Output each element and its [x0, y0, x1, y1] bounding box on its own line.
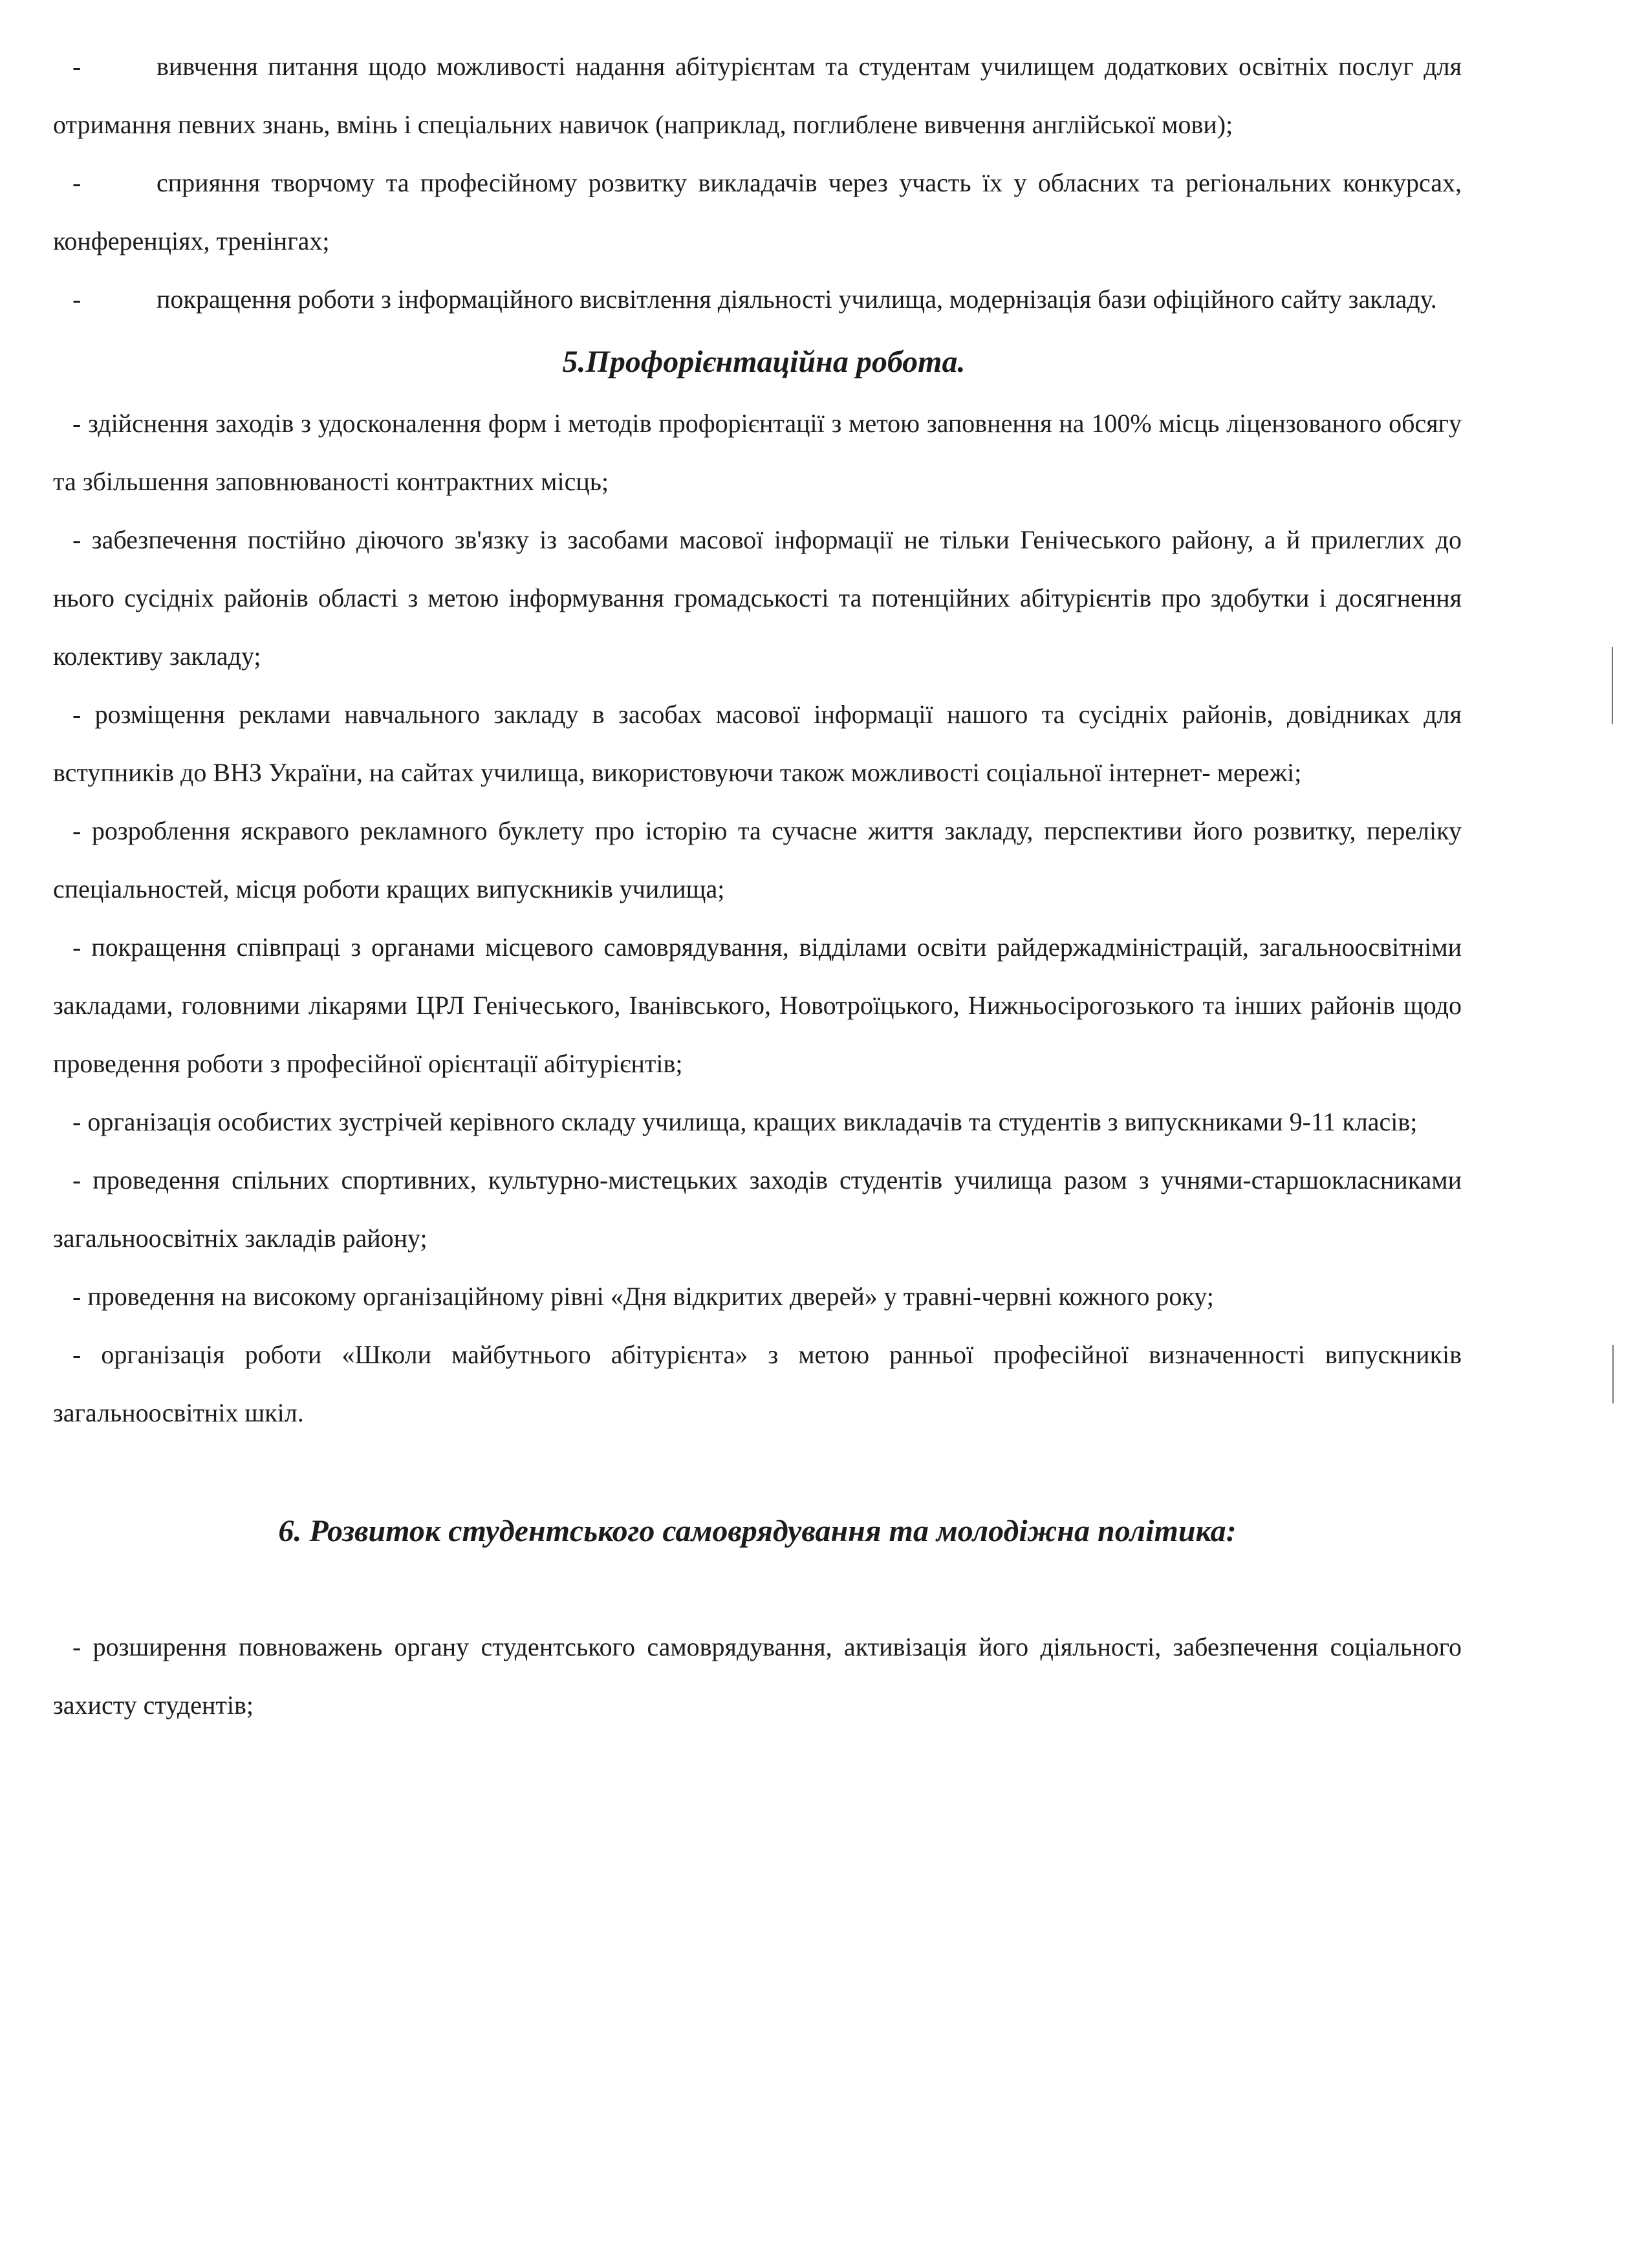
scan-artifact [1612, 1345, 1614, 1403]
section-6-heading: 6. Розвиток студентського самоврядування та молодіжна політика: [278, 1514, 1237, 1548]
section-5-item: - розміщення реклами навчального закладу в засобах масової інформації нашого та сусідніх районів, довідниках для вступників до ВНЗ України, на сайтах училища, використовуючи також можливості соціальної інтернет- мережі; [53, 700, 1462, 787]
scan-artifact [1612, 647, 1613, 724]
section-5-item: - покращення співпраці з органами місцевого самоврядування, відділами освіти райдержадміністрацій, загальноосвітніми закладами, головними лікарями ЦРЛ Генічеського, Іванівського, Новотроїцького, Нижньосірогозького та інших районів щодо проведення роботи з професійної орієнтації абітурієнтів; [53, 933, 1462, 1078]
section-5-item: - здійснення заходів з удосконалення форм і методів профорієнтації з метою заповнення на 100% місць ліцензованого обсягу та збільшення заповнюваності контрактних місць; [53, 409, 1462, 496]
item-marker: - [72, 285, 81, 314]
item-marker: - [72, 52, 81, 81]
intro-item [53, 38, 1462, 154]
section-5-item: - організація роботи «Школи майбутнього абітурієнта» з метою ранньої професійної визначенності випускників загальноосвітніх шкіл. [53, 1340, 1462, 1427]
item-text: сприяння творчому та професійному розвитку викладачів через участь їх у обласних та регіональних конкурсах, конференціях, тренінгах; [53, 168, 1462, 255]
section-5-item: - розроблення яскравого рекламного буклету про історію та сучасне життя закладу, перспективи його розвитку, переліку спеціальностей, місця роботи кращих випускників училища; [53, 816, 1462, 903]
item-text: вивчення питання щодо можливості надання абітурієнтам та студентам училищем додаткових освітніх послуг для отримання певних знань, вмінь і спеціальних навичок (наприклад, поглиблене вивчення англійської мови); [53, 52, 1462, 139]
intro-item [53, 154, 1462, 270]
section-5-item: - проведення на високому організаційному рівні «Дня відкритих дверей» у травні-червні кожного року; [72, 1282, 1214, 1311]
section-6-item: - розширення повноважень органу студентського самоврядування, активізація його діяльності, забезпечення соціального захисту студентів; [53, 1632, 1462, 1720]
item-text: покращення роботи з інформаційного висвітлення діяльності училища, модернізація бази офіційного сайту закладу. [157, 285, 1437, 314]
section-5-item: - організація особистих зустрічей керівного складу училища, кращих викладачів та студентів з випускниками 9-11 класів; [72, 1107, 1418, 1136]
intro-item [53, 270, 1462, 329]
document-body [53, 38, 1462, 1734]
section-5-item: - забезпечення постійно діючого зв'язку із засобами масової інформації не тільки Генічеського району, а й прилеглих до нього сусідніх районів області з метою інформування громадськості та потенційних абітурієнтів про здобутки і досягнення колективу закладу; [53, 525, 1462, 671]
item-marker: - [72, 168, 81, 197]
section-5-item: - проведення спільних спортивних, культурно-мистецьких заходів студентів училища разом з учнями-старшокласниками загальноосвітніх закладів району; [53, 1165, 1462, 1253]
section-5-heading: 5.Профорієнтаційна робота. [562, 345, 966, 379]
